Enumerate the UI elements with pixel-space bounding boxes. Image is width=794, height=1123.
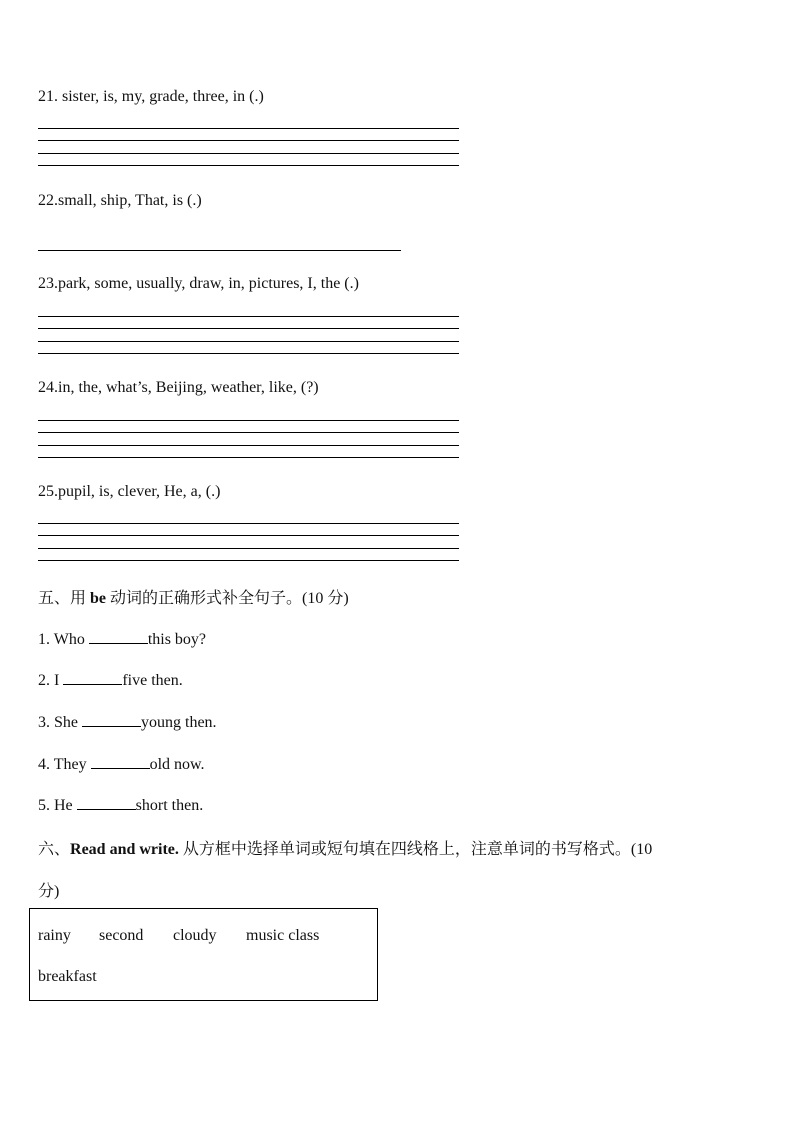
answer-line[interactable] <box>38 250 401 251</box>
section-instruction: 从方框中选择单词或短句填在四线格上，注意单词的书写格式。(10 <box>178 841 653 858</box>
word-bank-box <box>29 908 378 1001</box>
item-prefix: 5. He <box>38 797 77 814</box>
section-five-heading <box>38 585 349 608</box>
four-line-grid[interactable] <box>38 420 459 458</box>
four-line-grid[interactable] <box>38 316 459 354</box>
question-21 <box>38 88 264 106</box>
question-text: .in, the, what’s, Beijing, weather, like, (?) <box>54 379 319 396</box>
fill-item-2 <box>38 670 183 690</box>
section-points: 分) <box>38 883 60 900</box>
blank-field[interactable] <box>77 795 136 810</box>
question-number: 25 <box>38 483 54 500</box>
section-six-heading <box>38 836 652 859</box>
fill-item-4 <box>38 754 205 774</box>
question-25 <box>38 483 220 501</box>
item-suffix: this boy? <box>147 631 207 648</box>
blank-field[interactable] <box>82 712 141 727</box>
question-number: 22 <box>38 192 54 209</box>
fill-item-1 <box>38 629 206 649</box>
blank-field[interactable] <box>91 754 150 769</box>
four-line-grid[interactable] <box>38 128 459 166</box>
section-suffix: 动词的正确形式补全句子。(10 分) <box>106 590 349 607</box>
question-24 <box>38 379 319 397</box>
section-prefix: 六、 <box>38 841 71 858</box>
question-number: 24 <box>38 379 54 396</box>
blank-field[interactable] <box>63 670 122 685</box>
word-bank-item[interactable]: breakfast <box>38 968 97 985</box>
item-suffix: five then. <box>122 672 183 689</box>
word-bank-item[interactable]: second <box>99 927 144 944</box>
section-bold: be <box>90 590 107 607</box>
four-line-grid[interactable] <box>38 523 459 561</box>
question-text: . sister, is, my, grade, three, in (.) <box>54 88 264 105</box>
item-suffix: young then. <box>141 714 217 731</box>
section-prefix: 五、用 <box>38 590 91 607</box>
section-bold: Read and write. <box>70 841 179 858</box>
question-text: .small, ship, That, is (.) <box>54 192 202 209</box>
question-number: 21 <box>38 88 54 105</box>
fill-item-5 <box>38 795 203 815</box>
item-prefix: 2. I <box>38 672 64 689</box>
question-22 <box>38 192 202 210</box>
word-bank-item[interactable]: cloudy <box>173 927 217 944</box>
item-suffix: short then. <box>135 797 204 814</box>
word-bank-item[interactable]: rainy <box>38 927 71 944</box>
blank-field[interactable] <box>89 629 148 644</box>
section-six-heading-cont <box>38 878 59 901</box>
word-bank-item[interactable]: music class <box>246 927 320 944</box>
item-prefix: 4. They <box>38 756 91 773</box>
question-text: .park, some, usually, draw, in, pictures, I, the (.) <box>54 275 359 292</box>
question-23 <box>38 275 359 293</box>
item-prefix: 3. She <box>38 714 82 731</box>
question-number: 23 <box>38 275 54 292</box>
item-suffix: old now. <box>149 756 205 773</box>
fill-item-3 <box>38 712 217 732</box>
question-text: .pupil, is, clever, He, a, (.) <box>54 483 221 500</box>
item-prefix: 1. Who <box>38 631 89 648</box>
